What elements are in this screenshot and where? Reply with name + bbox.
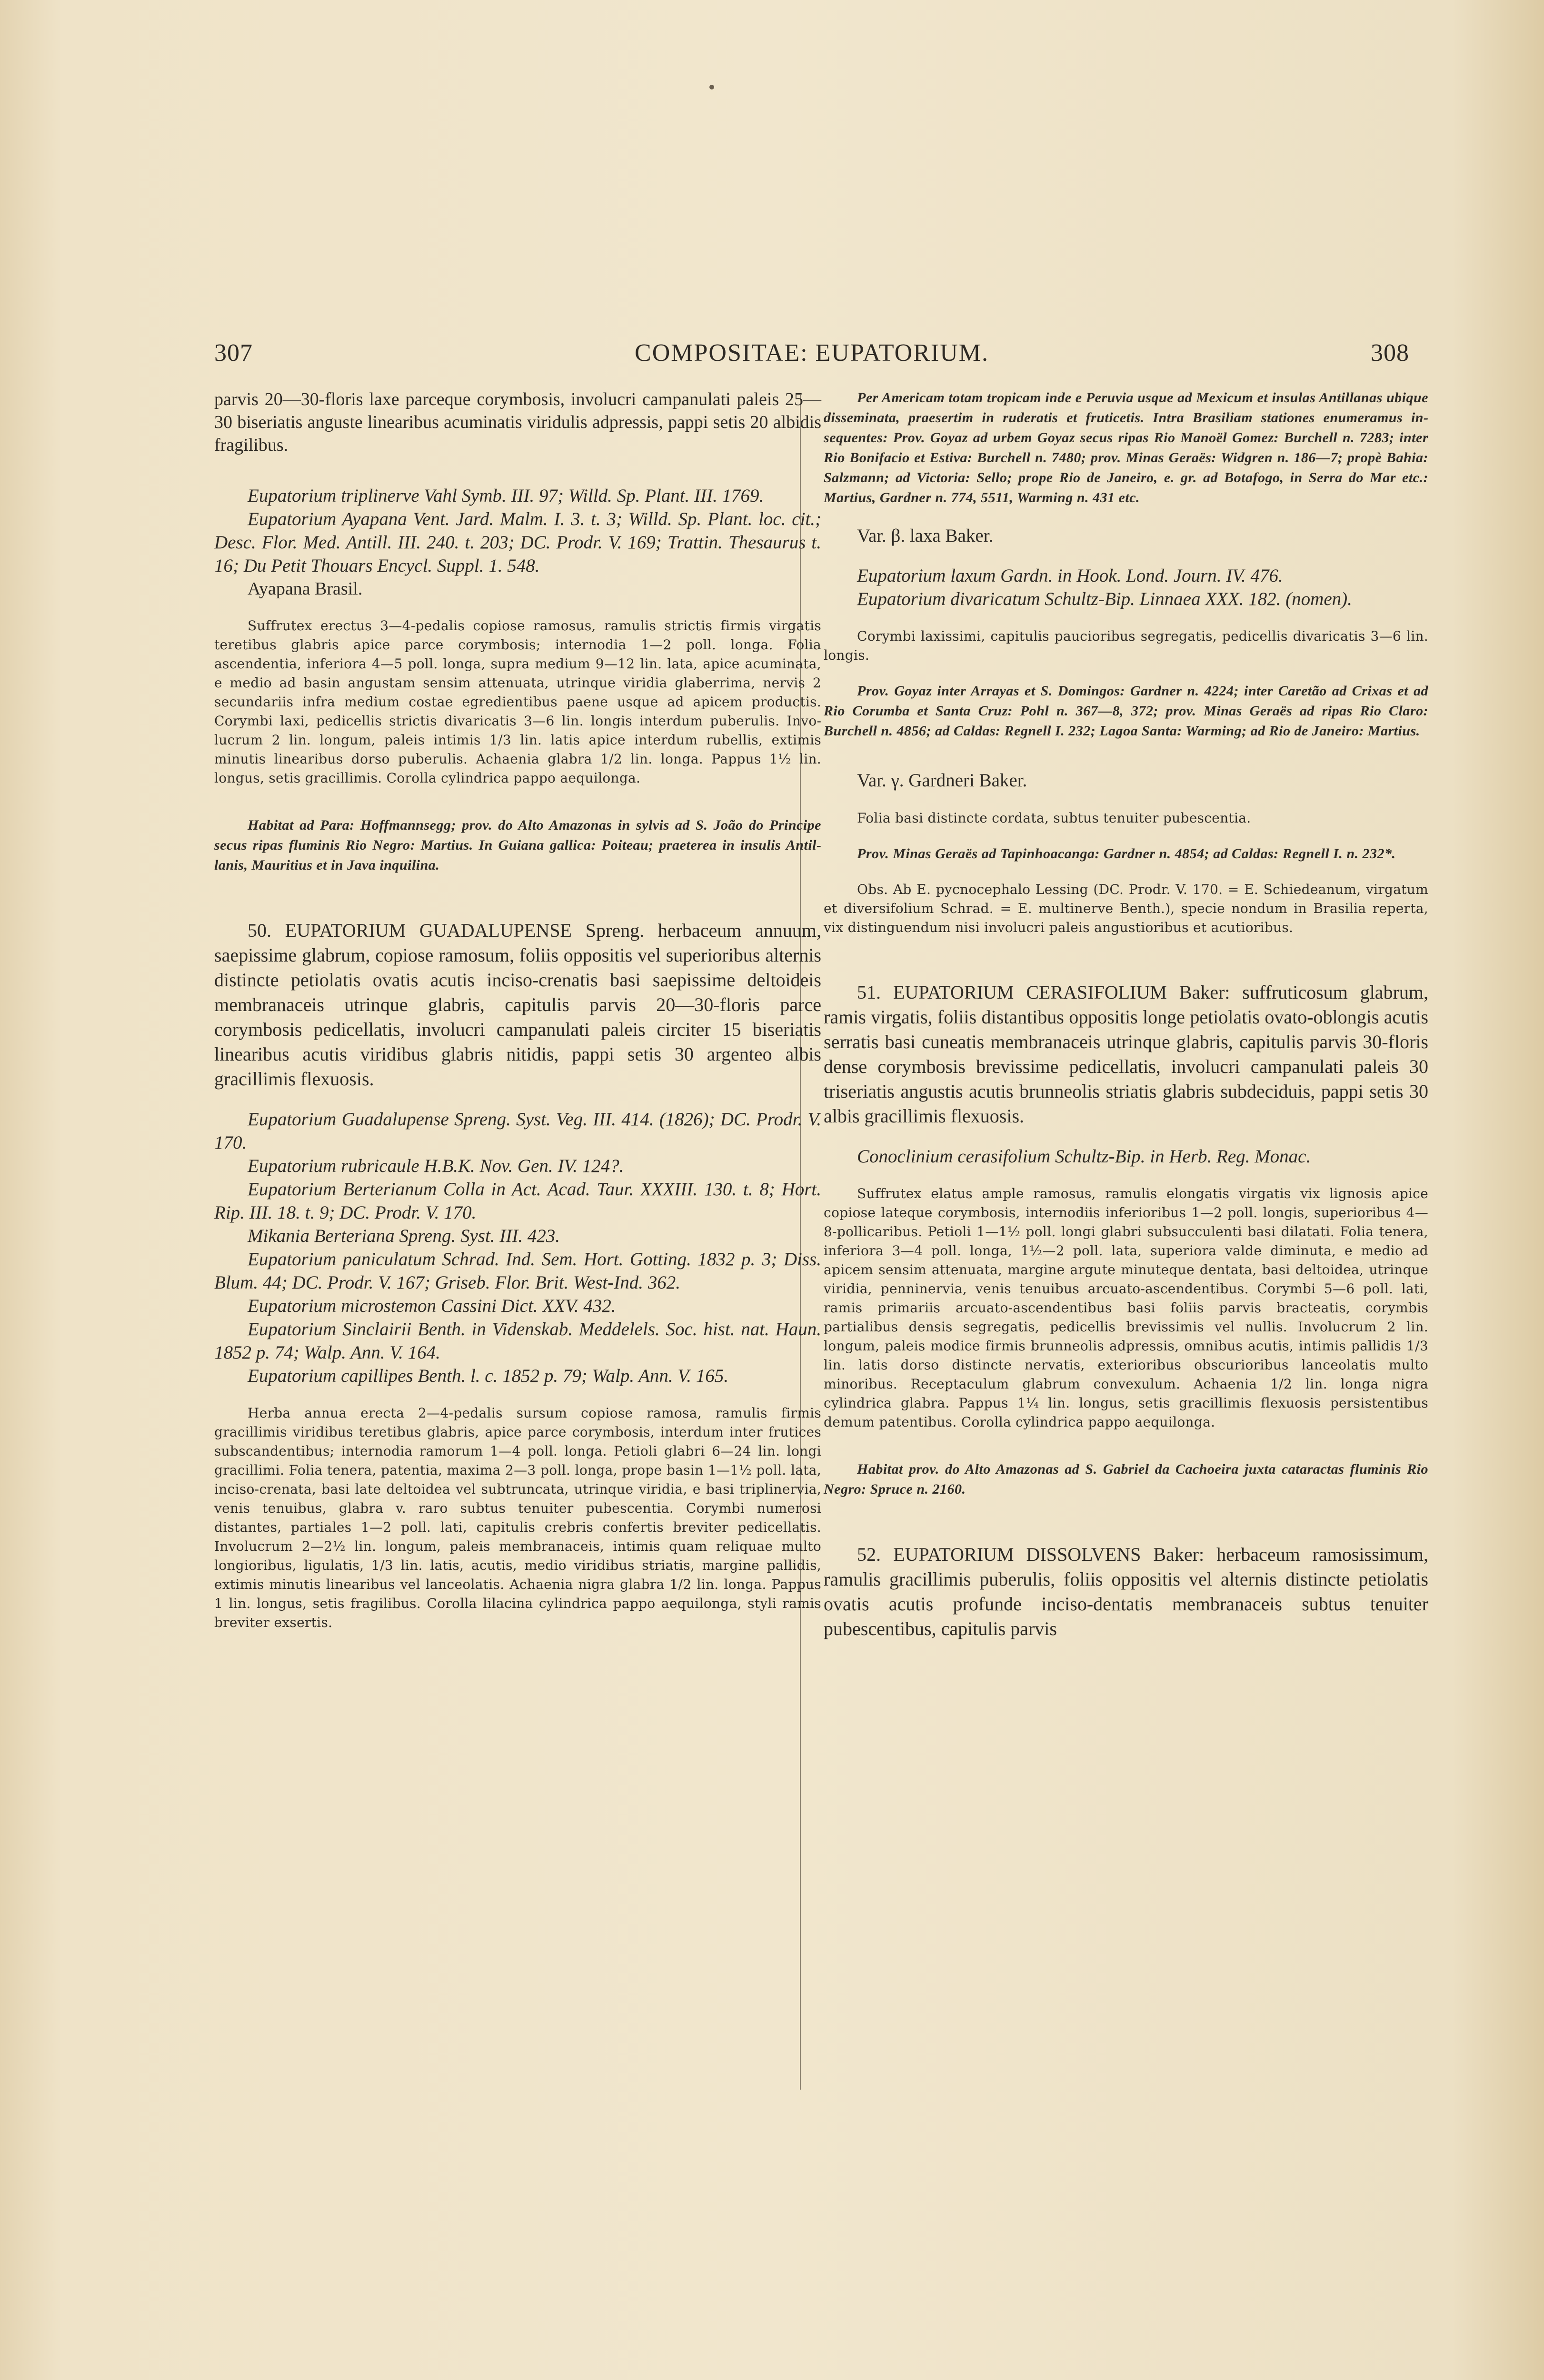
synonym: Eupatorium microstemon Cassini Dict. XXV. 432. [248,1296,616,1316]
page-number-left: 307 [214,339,253,367]
running-title: COMPOSITAE: EUPATORIUM. [635,339,989,367]
synonym: Eupatorium Guadalupense Spreng. Syst. Veg. III. 414. (1826); DC. Prodr. V. 170. [214,1109,821,1153]
distribution: Per Americam totam tropicam inde e Peruvia usque ad Mexicum et insulas Antillanas ubique disseminata, praesertim in ruderatis et fruticetis. Intra Brasiliam stationes enumeramus insequentes: Prov. Goyaz ad urbem Goyaz secus ripas Rio Manoël Gomez: Burchell n. 7283; inter Rio Bonifacio et Estiva: Burchell n. 7480; prov. Minas Geraës: Widgren n. 186—7; propè Bahia: Salzmann; ad Victoria: Sello; prope Rio de Janeiro, e. gr. ad Botafogo, in Serra do Mar etc.: Martius, Gardner n. 774, 5511, Warming n. 431 etc. [824,390,1428,506]
ink-dot [709,85,714,89]
description: Herba annua erecta 2—4-pedalis sursum copiose ramosa, ramulis firmis gracillimis viridibus teretibus glabris, apice parce corymbosis, interdum inter frutices subscandentibus; internodia ramorum 1—4 poll. longa. Petioli glabri 6—24 lin. longi gracillimi. Folia tenera, patentia, maxima 2—3 poll. longa, prope basin 1—1½ poll. lata, inciso-crenata, basi late deltoidea vel subtruncata, utrinque viridia, e basi triplinervia, venis tenuibus, glabra v. raro subtus tenuiter pubescentia. Corymbi numerosi distantes, partiales 1—2 poll. lati, capitulis crebris confertis breviter pedicellatis. Involucrum 2—2½ lin. longum, paleis membranaceis, intimis quam reliquae multo longioribus, ligulatis, 1/3 lin. latis, acutis, medio viridibus striatis, margine pallidis, extimis minutis linearibus vel lanceolatis. Achaenia nigra glabra 1/2 lin. longa. Pappus 1 lin. longus, setis fragilibus. Corolla lilacina cylindrica pappo aequilonga, styli ramis breviter exsertis. [214,1405,821,1630]
description: Suffrutex erectus 3—4-pedalis copiose ramosus, ramulis strictis firmis virgatis teretibus glabris apice parce corymbosis; internodia 1—2 poll. longa. Folia ascendentia, inferiora 4—5 poll. longa, supra medium 9—12 lin. lata, apice acuminata, e medio ad basin angustam sensim attenuata, utrinque viridia glaberrima, nervis 2 secundariis infra medium costae egredientibus paene usque ad apicem productis. Corymbi laxi, pedicellis strictis divaricatis 3—6 lin. longis interdum puberulis. Involucrum 2 lin. longum, paleis intimis 1/3 lin. latis apice interdum rubellis, extimis minutis linearibus dorso puberulis. Achaenia glabra 1/2 lin. longa. Pappus 1½ lin. longus, setis gracillimis. Corolla cylindrica pappo aequilonga. [214,618,821,786]
habitat: Habitat ad Para: Hoffmannsegg; prov. do Alto Amazonas in sylvis ad S. João do Principe secus ripas fluminis Rio Negro: Martius. In Guiana gallica: Poiteau; praeterea in insulis Antillanis, Mauritius et in Java inquilina. [214,817,821,873]
synonym: Eupatorium triplinerve Vahl Symb. III. 97; Willd. Sp. Plant. III. 1769. [248,486,764,506]
synonym: Eupatorium Ayapana Vent. Jard. Malm. I. 3. t. 3; Willd. Sp. Plant. loc. cit.; Desc. Flor. Med. Antill. III. 240. t. 203; DC. Prodr. V. 169; Trattin. Thesaurus t. 16; Du Petit Thouars Encycl. Suppl. 1. 548. [214,509,821,576]
description: Suffrutex elatus ample ramosus, ramulis elongatis virgatis vix lignosis apice copiose lateque corymbosis, internodiis inferioribus 1—2 poll. longis, superioribus 4—8-pollicaribus. Petioli 1—1½ poll. longi glabri subsucculenti basi dilatati. Folia tenera, inferiora 3—4 poll. longa, 1½—2 poll. lata, superiora valde diminuta, e medio ad apicem sensim attenuata, margine argute minuteque dentata, basi deltoidea, utrinque viridia, penninervia, venis tenuibus arcuato-ascendentibus. Corymbi 5—6 poll. lati, ramis primariis arcuato-ascendentibus basi foliis parvis bracteatis, corymbis partialibus densis segregatis, pedicellis brevissimis vel nullis. Involucrum 2 lin. longum, paleis modice firmis brunneolis adpressis, omnibus acutis, intimis pallidis 1/3 lin. latis dorso distincte nervatis, exterioribus obscurioribus lanceolatis multo minoribus. Receptaculum glabrum convexulum. Achaenia 1/2 lin. longa nigra cylindrica glabra. Pappus 1¼ lin. longus, setis gracillimis flexuosis persistentibus demum patentibus. Corolla cylindrica pappo aequilonga. [824,1186,1428,1430]
vernacular-name: Ayapana Brasil. [248,579,363,599]
synonym: Eupatorium rubricaule H.B.K. Nov. Gen. IV. 124?. [248,1156,624,1176]
synonym: Eupatorium paniculatum Schrad. Ind. Sem. Hort. Gotting. 1832 p. 3; Diss. Blum. 44; DC. Prodr. V. 167; Griseb. Flor. Brit. West-Ind. 362. [214,1249,821,1293]
variety-heading: Var. γ. Gardneri Baker. [857,770,1027,791]
synonym: Eupatorium capillipes Benth. l. c. 1852 p. 79; Walp. Ann. V. 165. [248,1366,728,1386]
species-diagnosis: 51. EUPATORIUM CERASIFOLIUM Baker: suffruticosum glabrum, ramis virgatis, foliis distantibus oppositis longe petiolatis ovato-oblongis acutis serratis basi cuneatis membranaceis utrinque glabris, capitulis parvis 30-floris dense corymbosis brevissime pedicellatis, involucri campanulati paleis 30 triseriatis angustis acutis brunneolis striatis glabris subdeciduis, pappi setis 30 albis gracillimis flexuosis. [824,982,1428,1127]
description: Folia basi distincte cordata, subtus tenuiter pubescentia. [857,810,1251,826]
left-column [214,388,821,1632]
habitat: Habitat prov. do Alto Amazonas ad S. Gabriel da Cachoeira juxta cataractas fluminis Rio Negro: Spruce n. 2160. [824,1461,1428,1497]
right-column [824,388,1428,1641]
page-number-right: 308 [1371,339,1409,367]
species-diagnosis: 50. EUPATORIUM GUADALUPENSE Spreng. herbaceum annuum, saepissime glabrum, copiose ramosum, foliis oppositis vel superioribus alternis distincte petiolatis ovatis acutis inciso-crenatis basi saepissime deltoideis membranaceis utrinque glabris, capitulis parvis 20—30-floris parce corymbosis pedicellatis, involucri campanulati paleis circiter 15 biseriatis linearibus acutis viridibus glabris nitidis, pappi setis 30 argenteo albis gracillimis flexuosis. [214,920,821,1090]
synonym: Eupatorium Berterianum Colla in Act. Acad. Taur. XXXIII. 130. t. 8; Hort. Rip. III. 18. t. 9; DC. Prodr. V. 170. [214,1179,821,1223]
habitat: Prov. Minas Geraës ad Tapinhoacanga: Gardner n. 4854; ad Caldas: Regnell I. n. 232*. [857,846,1396,862]
synonym: Eupatorium laxum Gardn. in Hook. Lond. Journ. IV. 476. [857,565,1283,586]
description: Corymbi laxissimi, capitulis paucioribus segregatis, pedicellis divaricatis 3—6 lin. longis. [824,628,1428,663]
habitat: Prov. Goyaz inter Arrayas et S. Domingos: Gardner n. 4224; inter Caretão ad Crixas et ad Rio Corumba et Santa Cruz: Pohl n. 367—8, 372; prov. Minas Geraës ad ripas Rio Claro: Burchell n. 4856; ad Caldas: Regnell I. 232; Lagoa Santa: Warming; ad Rio de Janeiro: Martius. [824,683,1428,739]
synonym: Mikania Berteriana Spreng. Syst. III. 423. [248,1226,560,1246]
synonym: Eupatorium divaricatum Schultz-Bip. Linnaea XXX. 182. (nomen). [857,589,1352,609]
intro-paragraph: parvis 20—30-floris laxe parceque corymbosis, involucri campanulati paleis 25—30 biseriatis anguste linearibus acuminatis viridulis adpressis, pappi setis 20 albidis fragilibus. [214,389,821,455]
observation: Obs. Ab E. pycnocephalo Lessing (DC. Prodr. V. 170. = E. Schiedeanum, virgatum et diversifolium Schrad. = E. multinerve Benth.), specie nondum in Brasilia reperta, vix distinguendum nisi involucri paleis angustioribus et acutioribus. [824,882,1428,935]
synonym: Eupatorium Sinclairii Benth. in Videnskab. Meddelels. Soc. hist. nat. Haun. 1852 p. 74; Walp. Ann. V. 164. [214,1319,821,1363]
variety-heading: Var. β. laxa Baker. [857,526,994,546]
page-header [214,339,1409,372]
synonym: Conoclinium cerasifolium Schultz-Bip. in Herb. Reg. Monac. [857,1146,1311,1167]
species-diagnosis: 52. EUPATORIUM DISSOLVENS Baker: herbaceum ramosissimum, ramulis gracillimis puberulis, foliis oppositis vel alternis distincte petiolatis ovatis acutis profunde inciso-dentatis membranaceis subtus tenuiter pubescentibus, capitulis parvis [824,1544,1428,1639]
